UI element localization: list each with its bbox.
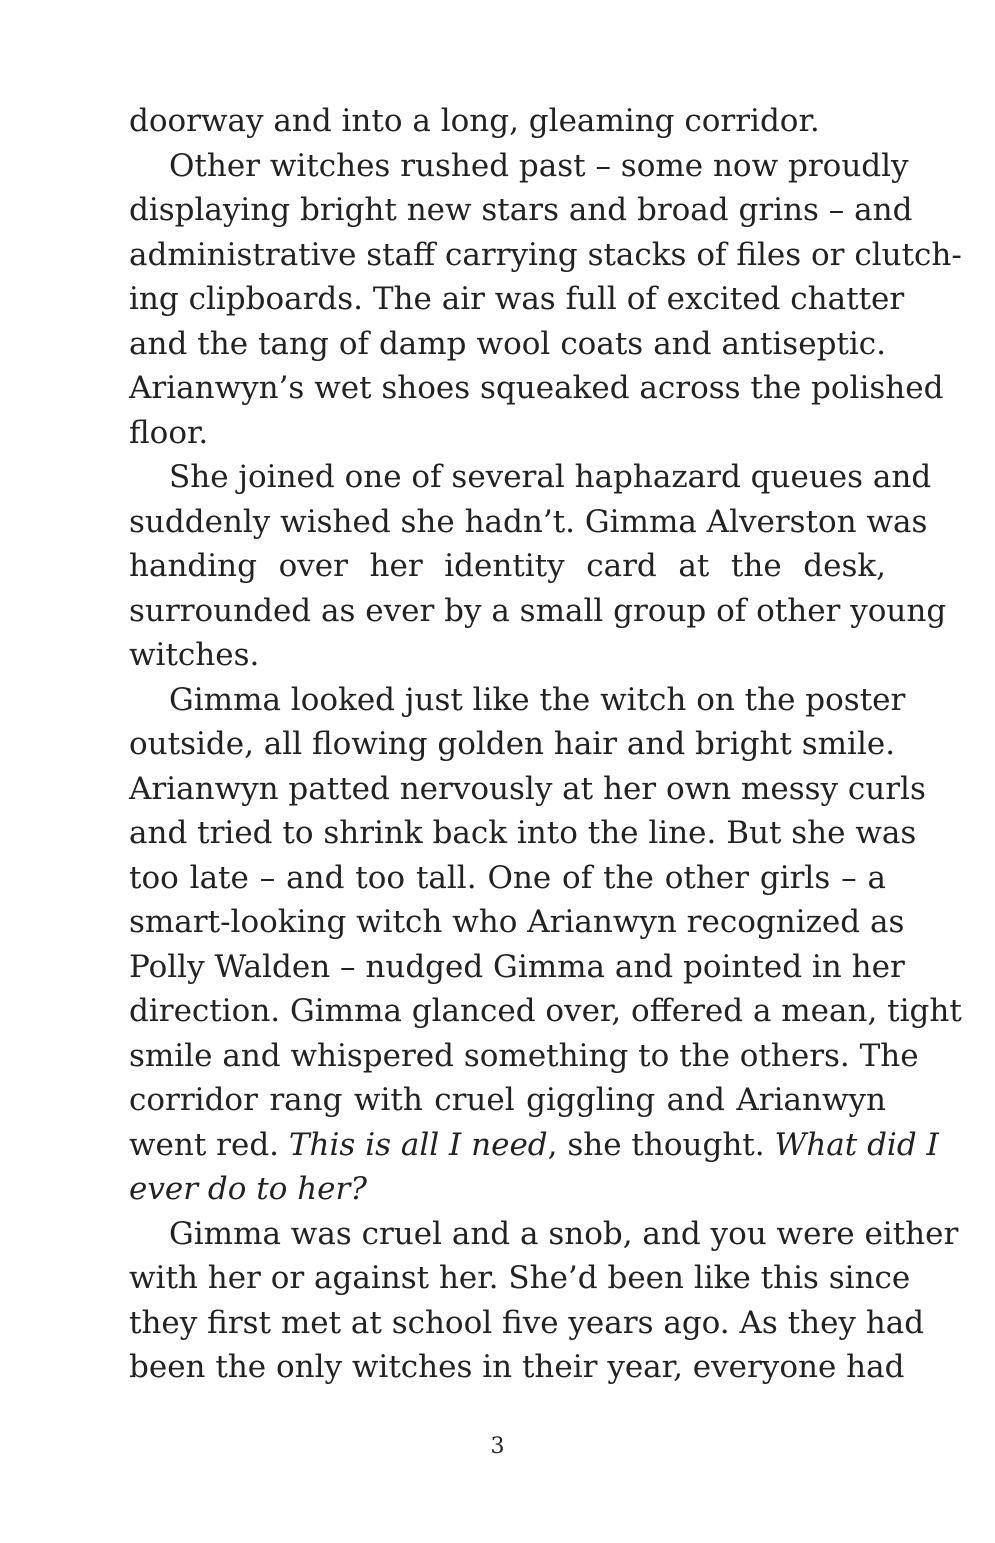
text-line: handing over her identity card at the desk, [129, 548, 886, 584]
text-line [129, 1167, 886, 1212]
text-line: they first met at school five years ago. As they had [129, 1304, 925, 1341]
text-line: been the only witches in their year, everyone had [129, 1349, 905, 1385]
italic-thought: This is all I need [288, 1126, 548, 1163]
text-line: Polly Walden – nudged Gimma and pointed in her [129, 948, 905, 985]
text-line: witches. [129, 637, 260, 673]
text-line: doorway and into a long, gleaming corridor. [129, 103, 820, 139]
text-line: Gimma looked just like the witch on the poster [169, 681, 906, 718]
text-line: floor. [129, 414, 209, 451]
italic-thought: What did I [774, 1126, 939, 1163]
text-line: ing clipboards. The air was full of excited chatter [129, 281, 905, 317]
text-line: outside, all flowing golden hair and bright smile. [129, 726, 896, 762]
text-segment: , she thought. [547, 1126, 775, 1163]
text-line: administrative staff carrying stacks of files or clutch- [129, 236, 962, 273]
text-line: too late – and too tall. One of the other girls – a [129, 859, 886, 896]
text-line: displaying bright new stars and broad grins – and [129, 192, 913, 228]
text-line: smile and whispered something to the others. The [129, 1037, 919, 1074]
text-line: direction. Gimma glanced over, offered a mean, tight [129, 993, 962, 1029]
italic-thought: ever do to her? [129, 1171, 367, 1207]
text-line: Gimma was cruel and a snob, and you were either [169, 1215, 959, 1252]
text-line: Arianwyn’s wet shoes squeaked across the polished [129, 370, 944, 406]
text-line: and tried to shrink back into the line. But she was [129, 815, 917, 851]
text-line: corridor rang with cruel giggling and Arianwyn [129, 1082, 886, 1118]
text-line-with-italics [129, 1123, 939, 1168]
body-text [129, 99, 962, 1390]
text-line: suddenly wished she hadn’t. Gimma Alverston was [129, 503, 928, 540]
text-line: Arianwyn patted nervously at her own messy curls [129, 770, 926, 807]
text-line: with her or against her. She’d been like this since [129, 1260, 911, 1296]
text-segment: went red. [129, 1126, 289, 1163]
text-line: and the tang of damp wool coats and antiseptic. [129, 325, 886, 362]
text-line: Other witches rushed past – some now proudly [169, 147, 909, 184]
text-line: surrounded as ever by a small group of other young [129, 592, 947, 629]
text-line: She joined one of several haphazard queues and [169, 459, 932, 495]
page-number: 3 [490, 1434, 505, 1459]
text-line: smart-looking witch who Arianwyn recognized as [129, 904, 905, 940]
